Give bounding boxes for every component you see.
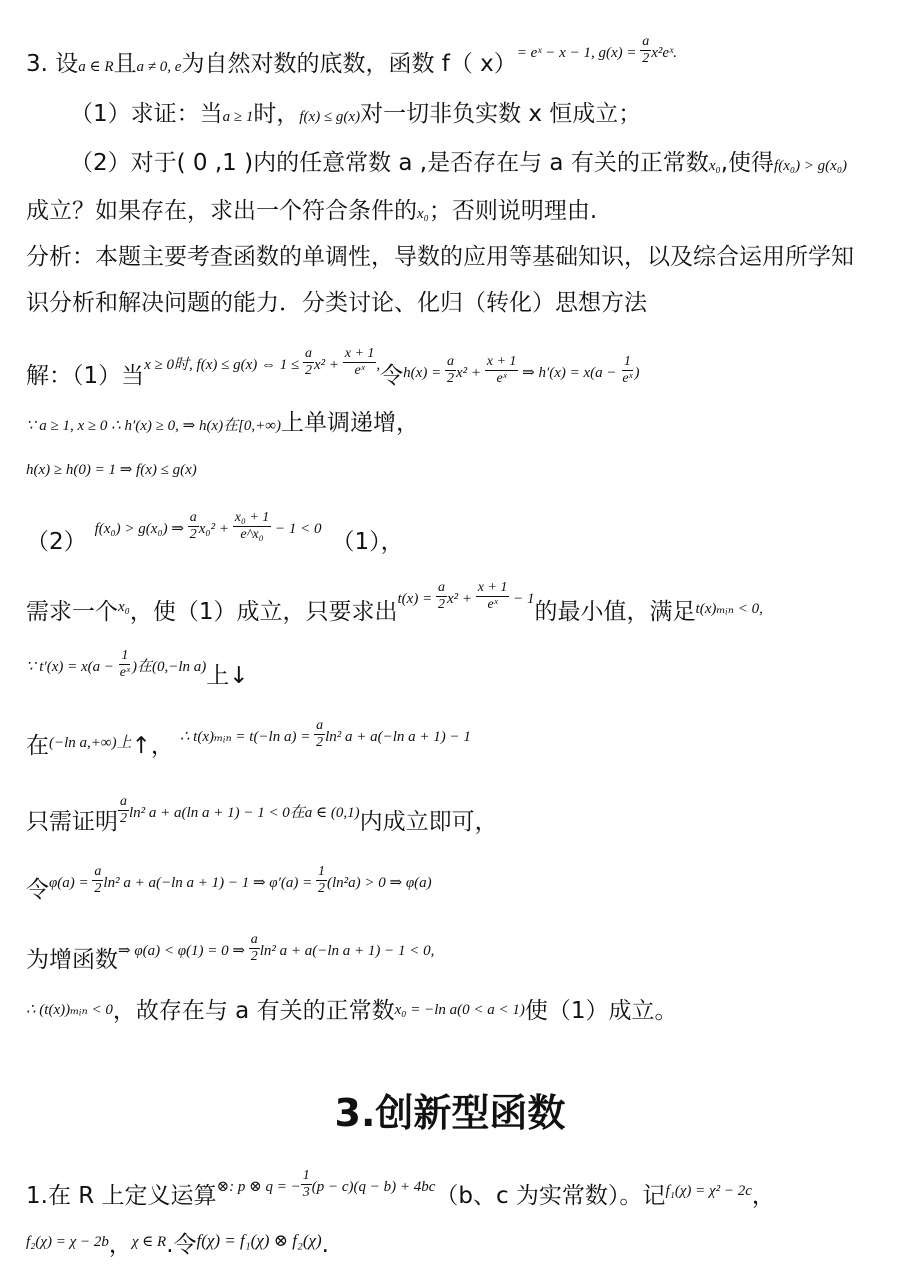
part1-lead: （1）求证：当	[70, 101, 223, 127]
math-interval: )在(0,−ln a)	[131, 659, 207, 675]
math-product: (p − c)(q − b) + 4bc	[311, 1179, 436, 1195]
q3-part-2-cont	[26, 196, 597, 229]
text-on: 在	[26, 733, 49, 759]
text-comma: ，	[751, 1183, 775, 1209]
frac-den: 2	[318, 881, 325, 896]
text-period: .	[321, 1232, 329, 1258]
text-when: 时，	[253, 101, 300, 127]
frac-num: a	[250, 932, 258, 947]
part2-lead: （2）对于( 0 ,1 )内的任意常数 a ,是否存在与 a 有关的正常数	[70, 150, 709, 176]
fraction	[436, 580, 447, 613]
text-holds: 对一切非负实数 x 恒成立；	[360, 101, 642, 127]
q1-line-2	[26, 1230, 329, 1263]
math-x0: x₀	[417, 206, 429, 222]
math-phi-prime: ln² a + a(−ln a + 1) − 1 ⇒ φ′(a) =	[103, 875, 316, 891]
text-increasing-arrow: ↑，	[131, 733, 174, 759]
frac-den: eˣ	[487, 597, 498, 612]
math-t-prime: ∵ t′(x) = x(a −	[26, 659, 118, 675]
text-increasing-fn: 为增函数	[26, 947, 118, 973]
solution-part-2-line-1	[26, 510, 404, 560]
math-f-x0: f(x₀) > g(x₀) ⇒	[94, 521, 188, 537]
fraction	[620, 354, 634, 387]
math-group	[26, 648, 207, 680]
q3-label: 3. 设	[26, 51, 79, 77]
math-chi-in-r: χ ∈ R	[131, 1234, 167, 1250]
math-lt-0: − 1 < 0	[271, 521, 322, 537]
fraction	[343, 346, 377, 379]
math-f2: f₂(χ) = χ − 2b	[26, 1234, 109, 1250]
text-reason: ；否则说明理由.	[428, 198, 598, 224]
math-g-tail: x²eˣ.	[651, 45, 678, 61]
math-ln-lt-0: ln² a + a(−ln a + 1) − 1 < 0,	[259, 943, 435, 959]
fraction-a-over-2	[640, 34, 651, 67]
frac-den: 2	[446, 371, 454, 386]
frac-num: x₀ + 1	[234, 510, 270, 525]
math-f-x0-gt-g-x0: f(x₀) > g(x₀)	[774, 158, 848, 174]
text-within: 内成立即可，	[359, 809, 498, 835]
frac-den: eˣ	[354, 363, 365, 378]
math-phi: φ(a) =	[49, 875, 93, 891]
text-comma: ，	[108, 1232, 132, 1258]
text-need: 需求一个	[26, 599, 118, 625]
q1-line-1	[26, 1168, 775, 1214]
math-group-2	[403, 354, 640, 386]
text-and: 且	[113, 51, 137, 77]
frac-den: 2	[316, 735, 324, 750]
equation-ref-1: （1），	[331, 529, 404, 555]
math-a-geq-1: a ≥ 1	[222, 109, 254, 125]
solution-part-2-line-7	[26, 932, 435, 978]
q3-statement-line-1	[26, 34, 678, 82]
text-such-that: ,使得	[720, 150, 775, 176]
text-therefore-exists: ，故存在与 a 有关的正常数	[112, 998, 395, 1024]
math-f-def: f(χ) = f₁(χ) ⊗ f₂(χ)	[196, 1231, 322, 1250]
frac-den: 2	[94, 881, 102, 896]
math-phi-lt: ⇒ φ(a) < φ(1) = 0 ⇒	[118, 943, 249, 959]
math-phi-positive: (ln²a) > 0 ⇒ φ(a)	[327, 875, 432, 891]
text-holds-1: 使（1）成立。	[524, 998, 678, 1024]
math-t-min-lt-0: t(x)ₘᵢₙ < 0,	[695, 601, 763, 617]
math-a-neq-0: a ≠ 0, e	[136, 59, 182, 75]
solution-part-2-line-5	[26, 794, 498, 840]
analysis-line-2: 识分析和解决问题的能力．分类讨论、化归（转化）思想方法	[26, 290, 647, 316]
frac-den: 2	[437, 597, 445, 612]
math-f-g-definition	[516, 34, 678, 66]
fraction	[445, 354, 456, 387]
frac-num: x + 1	[344, 346, 375, 361]
fraction	[303, 346, 314, 379]
math-group	[118, 794, 360, 826]
q1-lead: 1.在 R 上定义运算	[26, 1183, 217, 1209]
solution-part-2-line-4	[26, 718, 471, 764]
solution-line-1	[26, 346, 640, 394]
math-a-in-r: a ∈ R	[78, 59, 114, 75]
frac-den: eˣ	[622, 371, 633, 386]
math-f1: f₁(χ) = χ² − 2c	[665, 1183, 752, 1199]
frac-num: a	[189, 510, 197, 525]
part2-cont-lead: 成立？如果存在，求出一个符合条件的	[26, 198, 417, 224]
frac-den: 2	[642, 51, 650, 66]
math-interval-2: (−ln a,+∞)上	[49, 735, 132, 751]
q3-part-2	[70, 148, 847, 181]
math-group-1	[144, 346, 381, 378]
math-x-squared: x² +	[313, 357, 343, 373]
math-operation-def	[216, 1168, 436, 1200]
solution-part-2-line-2	[26, 580, 763, 630]
frac-num: a	[446, 354, 454, 369]
solution-part-2-line-3	[26, 648, 249, 694]
fraction	[92, 864, 103, 897]
math-x-squared: x² +	[455, 365, 485, 381]
frac-num: 1	[623, 354, 631, 369]
math-since-a-geq-1: ∵ a ≥ 1, x ≥ 0 ∴ h′(x) ≥ 0, ⇒ h(x)在[0,+∞)	[26, 418, 281, 434]
frac-num: a	[94, 864, 102, 879]
frac-num: 1	[121, 648, 129, 663]
text-let: .令	[166, 1232, 197, 1258]
solution-lead: 解：（1）当	[26, 363, 145, 389]
solution-line-3	[26, 452, 197, 485]
math-h-prime: ⇒ h′(x) = x(a −	[518, 365, 621, 381]
math-f-leq-g: f(x) ≤ g(x)	[299, 109, 361, 125]
text-decreasing: 上↓	[206, 663, 249, 689]
section-heading: 3.创新型函数	[334, 1091, 566, 1135]
math-inequality: ln² a + a(ln a + 1) − 1 < 0在a ∈ (0,1)	[129, 805, 360, 821]
frac-den: 3	[302, 1185, 310, 1200]
text-need-prove: 只需证明	[26, 809, 118, 835]
solution-line-2	[26, 408, 419, 441]
text-let: 令	[26, 877, 49, 903]
math-x0-squared: x₀² +	[198, 521, 233, 537]
math-x-squared: x² +	[446, 591, 476, 607]
frac-den: 2	[120, 811, 127, 826]
text-only-need: ，使（1）成立，只要求出	[129, 599, 398, 625]
fraction	[314, 718, 325, 751]
fraction	[188, 510, 199, 543]
solution-conclusion	[26, 996, 678, 1029]
frac-den: 2	[250, 949, 258, 964]
text-increasing: 上单调递增，	[281, 410, 419, 436]
math-group	[179, 718, 471, 750]
frac-num: 1	[318, 864, 325, 879]
fraction	[485, 354, 519, 387]
math-h-def: h(x) =	[403, 365, 445, 381]
text-real-constants: （b、c 为实常数）。记	[435, 1183, 666, 1209]
frac-num: x + 1	[477, 580, 508, 595]
frac-den: e^x₀	[240, 527, 264, 542]
frac-den: eˣ	[496, 371, 507, 386]
fraction	[316, 864, 327, 897]
math-t-def	[397, 580, 535, 612]
fraction	[118, 648, 132, 681]
math-minus-1: − 1	[509, 591, 535, 607]
text-let: 令	[380, 363, 404, 389]
frac-num: a	[437, 580, 445, 595]
fraction	[301, 1168, 312, 1201]
math-x0-value: x₀ = −ln a(0 < a < 1)	[394, 1002, 525, 1018]
fraction	[476, 580, 510, 613]
frac-num: a	[304, 346, 312, 361]
math-x0: x₀	[118, 599, 130, 615]
solution-part-2-line-6	[26, 864, 432, 908]
math-group	[118, 932, 435, 964]
math-group	[94, 510, 322, 542]
frac-den: 2	[304, 363, 312, 378]
math-group	[49, 864, 432, 896]
frac-num: a	[120, 794, 127, 809]
frac-den: 2	[189, 527, 197, 542]
q3-part-1	[70, 99, 641, 132]
math-comma: ,	[376, 357, 381, 373]
math-x0: x₀	[708, 158, 721, 174]
frac-den: eˣ	[119, 665, 130, 680]
frac-num: x + 1	[486, 354, 517, 369]
frac-num: 1	[302, 1168, 310, 1183]
frac-num: a	[642, 34, 650, 49]
fraction	[233, 510, 272, 543]
text-min-value: 的最小值，满足	[534, 599, 696, 625]
math-t-min: ∴ t(x)ₘᵢₙ = t(−ln a) =	[179, 729, 315, 745]
fraction	[118, 794, 129, 827]
fraction	[249, 932, 260, 965]
math-paren: )	[634, 365, 640, 381]
frac-num: a	[316, 718, 324, 733]
math-otimes: ⊗: p ⊗ q = −	[216, 1179, 301, 1195]
text-natural-log-base: 为自然对数的底数，函数 f（ x）	[181, 51, 517, 77]
math-f-def: = eˣ − x − 1, g(x) =	[516, 45, 641, 61]
math-t-min-neg: ∴ (t(x))ₘᵢₙ < 0	[26, 1002, 113, 1018]
math-sol1-a: x ≥ 0时, f(x) ≤ g(x) ⇔ 1 ≤	[144, 357, 303, 373]
math-h-geq-h0: h(x) ≥ h(0) = 1 ⇒ f(x) ≤ g(x)	[26, 462, 197, 478]
part2-label: （2）	[26, 529, 87, 555]
math-ln-expr: ln² a + a(−ln a + 1) − 1	[325, 729, 471, 745]
math-t-eq: t(x) =	[397, 591, 436, 607]
analysis-line-1: 分析：本题主要考查函数的单调性，导数的应用等基础知识，以及综合运用所学知	[26, 244, 854, 270]
